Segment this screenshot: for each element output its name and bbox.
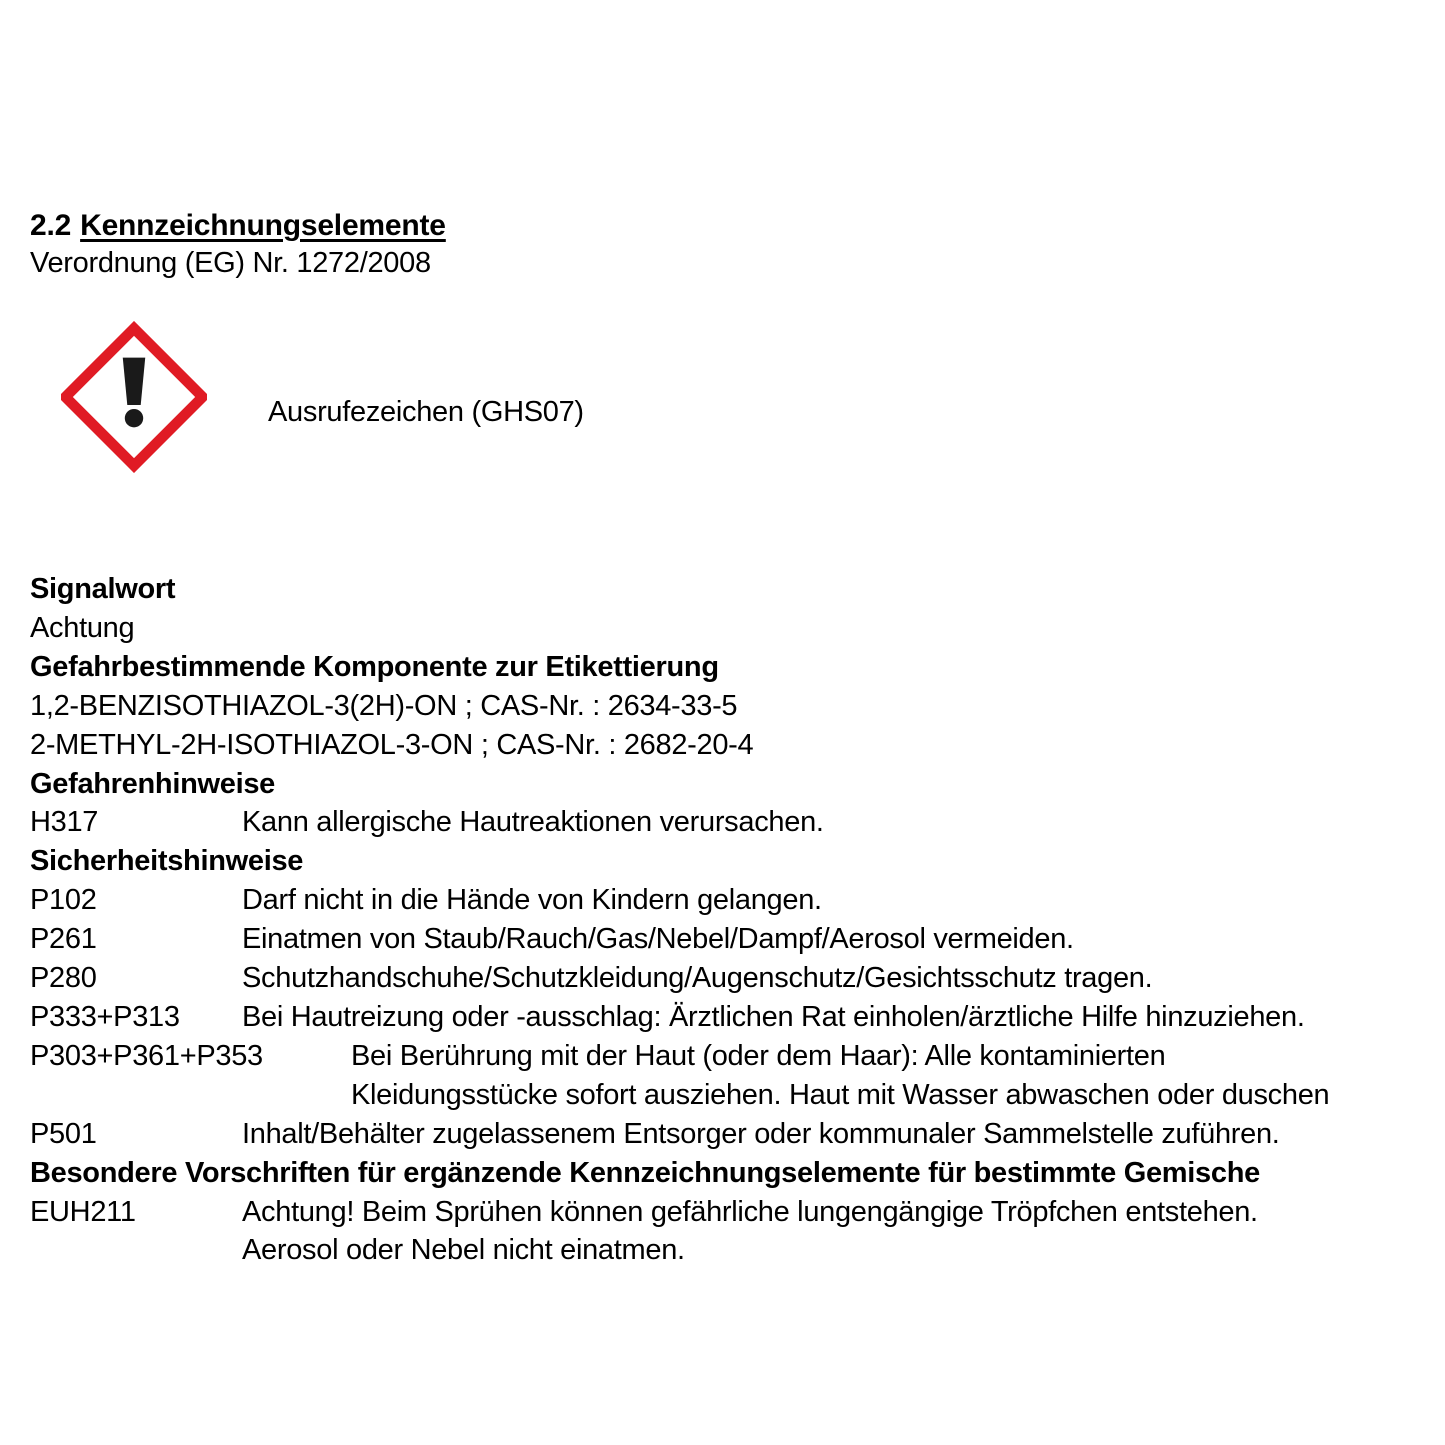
regulation-reference: Verordnung (EG) Nr. 1272/2008 [30, 247, 431, 279]
statement-code: P501 [30, 1117, 97, 1150]
section-title: Kennzeichnungselemente [80, 209, 446, 242]
statement-text: Einatmen von Staub/Rauch/Gas/Nebel/Dampf/Aerosol vermeiden. [242, 923, 1074, 956]
statement-text-line: Kleidungsstücke sofort ausziehen. Haut mit Wasser abwaschen oder duschen [351, 1078, 1330, 1111]
statement-text [242, 1193, 1258, 1271]
statement-code: P333+P313 [30, 1000, 180, 1033]
statement-text-line: Achtung! Beim Sprühen können gefährliche lungengängige Tröpfchen entstehen. [242, 1195, 1258, 1228]
precautionary-statement-row [30, 881, 1445, 920]
statement-code: P261 [30, 923, 97, 956]
signal-word-heading: Signalwort [30, 573, 176, 605]
precautionary-statement-row [30, 998, 1445, 1037]
statement-code: P102 [30, 884, 97, 917]
statement-text: Schutzhandschuhe/Schutzkleidung/Augenschutz/Gesichtsschutz tragen. [242, 962, 1153, 995]
special-provision-row [30, 1193, 1445, 1271]
section-number: 2.2 [30, 209, 72, 242]
statement-code: P303+P361+P353 [30, 1039, 263, 1072]
statement-code: H317 [30, 806, 99, 839]
signal-word-value: Achtung [30, 611, 135, 644]
ghs07-pictogram [61, 321, 207, 473]
exclamation-icon [123, 358, 145, 428]
statement-text: Darf nicht in die Hände von Kindern gelangen. [242, 884, 822, 917]
statement-code: P280 [30, 962, 97, 995]
section-heading [30, 209, 446, 243]
precautionary-statement-row [30, 1037, 1445, 1115]
statement-text: Inhalt/Behälter zugelassenem Entsorger oder kommunaler Sammelstelle zuführen. [242, 1117, 1280, 1150]
hazard-statements-heading: Gefahrenhinweise [30, 767, 275, 800]
precautionary-statement-row [30, 920, 1445, 959]
statement-text: Bei Hautreizung oder -ausschlag: Ärztlichen Rat einholen/ärztliche Hilfe hinzuziehen. [242, 1000, 1305, 1033]
statement-text [351, 1037, 1329, 1115]
hazard-components-heading: Gefahrbestimmende Komponente zur Etikettierung [30, 650, 719, 683]
pictogram-label: Ausrufezeichen (GHS07) [268, 396, 584, 428]
statement-code: EUH211 [30, 1195, 136, 1228]
hazard-statement-row [30, 803, 1445, 842]
hazard-component-item: 2-METHYL-2H-ISOTHIAZOL-3-ON ; CAS-Nr. : 2682-20-4 [30, 728, 754, 761]
precautionary-statement-row [30, 959, 1445, 998]
hazard-component-item: 1,2-BENZISOTHIAZOL-3(2H)-ON ; CAS-Nr. : 2634-33-5 [30, 689, 738, 722]
special-provisions-heading: Besondere Vorschriften für ergänzende Kennzeichnungselemente für bestimmte Gemische [30, 1156, 1260, 1189]
precautionary-statements-heading: Sicherheitshinweise [30, 845, 304, 878]
statement-text: Kann allergische Hautreaktionen verursachen. [242, 806, 824, 839]
precautionary-statement-row [30, 1115, 1445, 1154]
statement-text-line: Aerosol oder Nebel nicht einatmen. [242, 1234, 685, 1267]
statement-text-line: Bei Berührung mit der Haut (oder dem Haar): Alle kontaminierten [351, 1039, 1166, 1072]
labelling-details [30, 570, 1445, 1270]
